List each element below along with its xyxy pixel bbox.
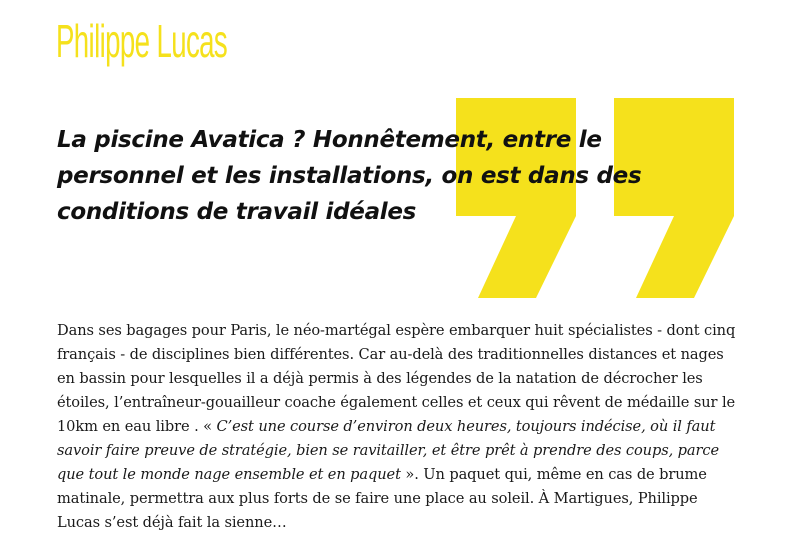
article-citation: C’est une course d’environ deux heures, toujours indécise, où il faut savoir faire preuve de stratégie, bien se ravitailler, et être prêt à prendre des coups, parce que tout le monde nage ensemble et en paquet	[57, 418, 720, 483]
pull-quote: La piscine Avatica ? Honnêtement, entre le personnel et les installations, on est dans des conditions de travail idéales	[57, 127, 642, 225]
article-intro: Dans ses bagages pour Paris, le néo-martégal espère embarquer huit spécialistes - dont cinq français - de disciplines bien différentes. Car au-delà des traditionnelles distances et nages en bassin pour lesquelles il a déjà permis à des légendes de la natation de décrocher les étoiles, l’entraîneur-gouailleur coache également celles et ceux qui rêvent de médaille sur le 10km en eau libre . «	[57, 322, 736, 435]
article-outro: ». Un paquet qui, même en cas de brume matinale, permettra aux plus forts de se faire une place au soleil. À Martigues, Philippe Lucas s’est déjà fait la sienne…	[57, 466, 707, 531]
article-paragraph	[57, 319, 737, 535]
author-name: Philippe Lucas	[56, 15, 228, 67]
